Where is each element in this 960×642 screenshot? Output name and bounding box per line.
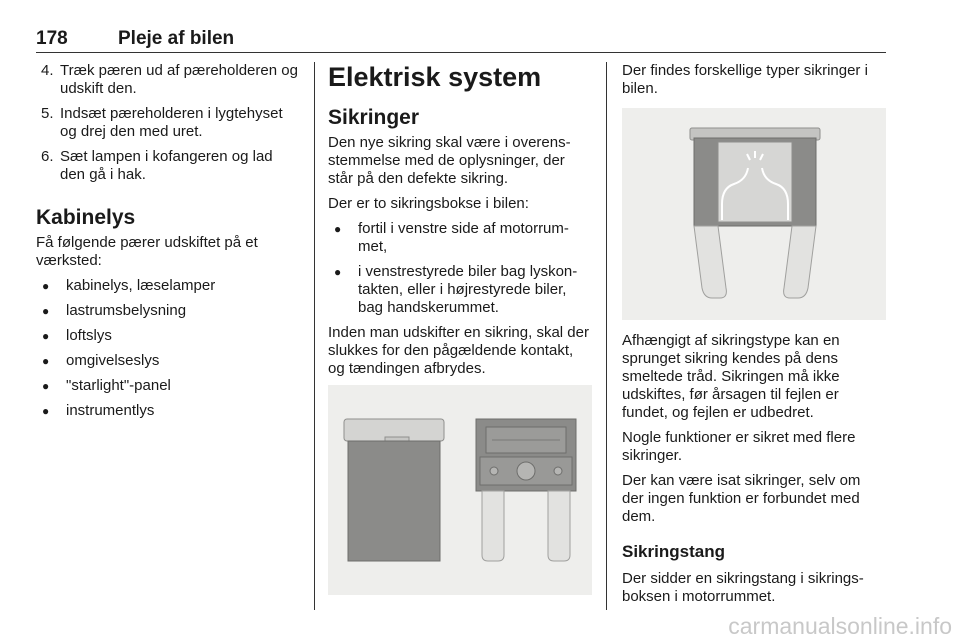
paragraph: Der kan være isat sikringer, selv om der ingen funktion er forbundet med dem. <box>622 472 861 525</box>
paragraph: Inden man udskifter en sikring, skal der slukkes for den pågældende kontakt, og tændingen afbrydes. <box>328 324 589 377</box>
page-number: 178 <box>36 28 68 49</box>
column-right <box>622 62 886 613</box>
paragraph: Den nye sikring skal være i overensstemmelse med de oplysninger, der står på den defekte sikring. <box>328 134 571 187</box>
paragraph: Nogle funktioner er sikret med flere sikringer. <box>622 429 856 464</box>
list-item: ● "starlight"-panel <box>36 377 300 395</box>
section-heading-sikringstang: Sikringstang <box>622 542 725 561</box>
section-heading-sikringer: Sikringer <box>328 106 420 129</box>
list-item: ● i venstrestyrede biler bag lyskontakten, eller i højrestyrede biler, bag handskerummet. <box>328 263 592 317</box>
blown-fuse-illustration <box>622 108 886 320</box>
column-divider <box>314 62 315 610</box>
column-left <box>36 62 300 427</box>
list-item: ● loftslys <box>36 327 300 345</box>
chapter-heading: Elektrisk system <box>328 62 542 92</box>
paragraph: Afhængigt af sikringstype kan en sprunget sikring kendes på dens smeltede tråd. Sikringen må ikke udskiftes, før årsagen til fejlen er fundet, og fejlen er udbedret. <box>622 332 840 421</box>
paragraph: Få følgende pærer udskiftet på et værksted: <box>36 234 258 269</box>
paragraph: Der sidder en sikringstang i sikringsboksen i motorrummet. <box>622 570 864 605</box>
list-item: ● fortil i venstre side af motorrummet, <box>328 220 592 256</box>
page-title: Pleje af bilen <box>118 28 235 49</box>
page-header <box>36 28 886 53</box>
list-item: ● instrumentlys <box>36 402 300 420</box>
paragraph: Der er to sikringsbokse i bilen: <box>328 195 529 212</box>
paragraph: Der findes forskellige typer sikringer i bilen. <box>622 62 868 97</box>
list-item: ● omgivelseslys <box>36 352 300 370</box>
section-heading-kabinelys: Kabinelys <box>36 206 136 229</box>
site-watermark: carmanualsonline.info <box>728 613 952 639</box>
column-middle <box>328 62 592 607</box>
step-item: 6. Sæt lampen i kofangeren og lad den gå i hak. <box>41 148 273 183</box>
step-item: 4. Træk pæren ud af pæreholderen og udskift den. <box>41 62 298 97</box>
steps-list <box>36 62 300 184</box>
fusebox-list <box>328 220 592 317</box>
step-item: 5. Indsæt pæreholderen i lygtehyset og drej den med uret. <box>41 105 283 140</box>
fuse-types-illustration <box>328 385 592 595</box>
list-item: ● lastrumsbelysning <box>36 302 300 320</box>
column-divider <box>606 62 607 610</box>
list-item: ● kabinelys, læselamper <box>36 277 300 295</box>
bulb-list <box>36 277 300 420</box>
